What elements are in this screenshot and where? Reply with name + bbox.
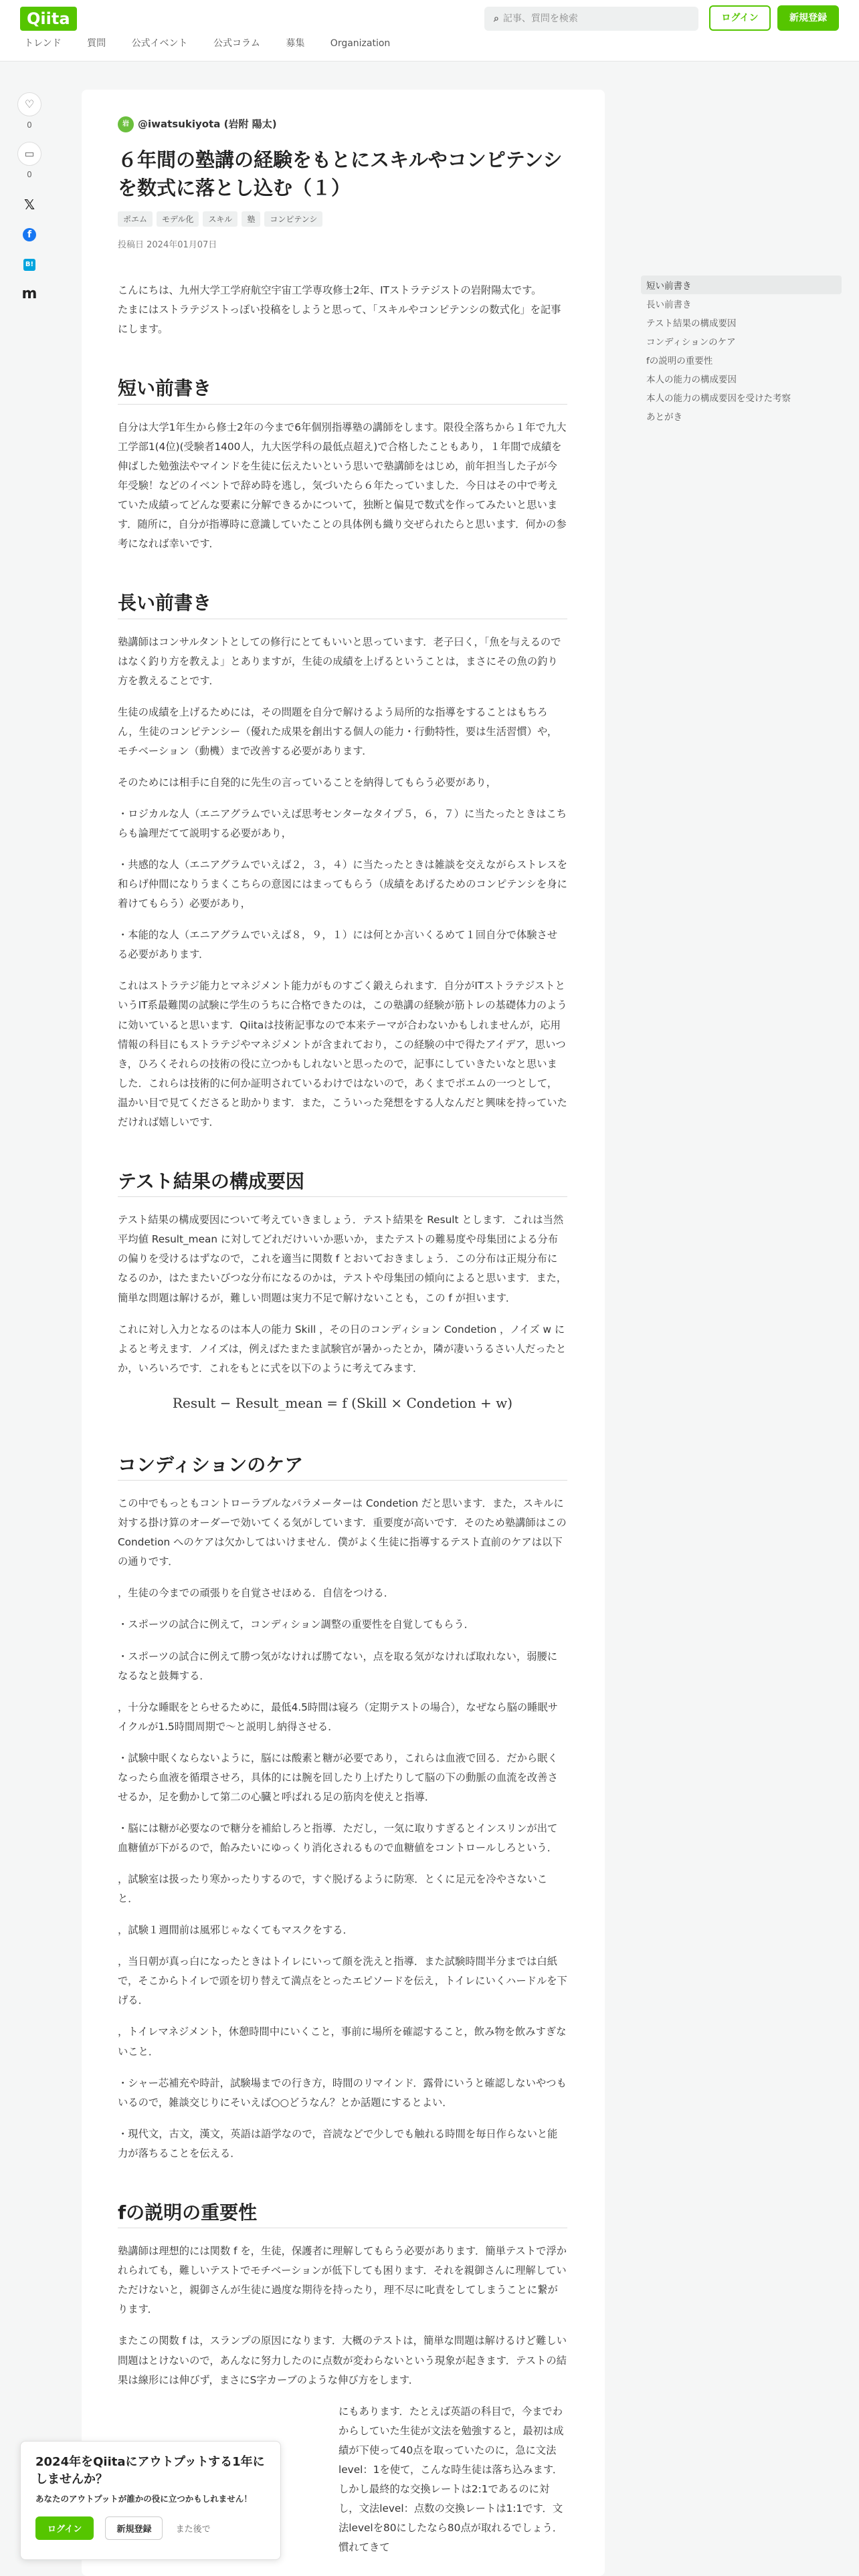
list-item: ・シャー芯補充や時計，試験場までの行き方，時間のリマインド．露骨にいうと確認しないやつもいるので，雑談交じりにそいえば○○どうなん？とか話題にするとよい． — [118, 2076, 567, 2109]
tag[interactable]: ポエム — [118, 211, 153, 227]
paragraph: ・共感的な人（エニアグラムでいえば２，３，４）に当たったときは雑談を交えながらストレスを和らげ仲間になりうまくこちらの意図にはまってもらう（成績をあげるためのコンピテンシを身に着けてもらう）必要があり， — [118, 859, 567, 910]
tag[interactable]: スキル — [203, 211, 237, 227]
list-item: ，試験室は扱ったり寒かったりするので，すぐ脱げるように防寒．とくに足元を冷やさないこと． — [118, 1873, 548, 1905]
search-placeholder: 記事、質問を検索 — [502, 13, 578, 24]
paragraph: 自分は大学1年生から修士2年の今まで6年個別指導塾の講師をします。限役全落ちから１年で九大工学部1(4位)(受験者1400人，九大医学科の最低点超え)で合格したこともあり，１年間で成績を伸ばした勉強法やマインドを生徒に伝えたいという思いで塾講師をはじめ，前年担当した子が今年受験！などのイベントで辞め時を逃し，気づいたら６年たっていました．今日はその中で考えていた成績ってどんな要素に分解できるかについて，独断と偏見で数式を作ってみたいと思います．随所に，自分が指導時に意識していたことの具体例も織り交ぜられたらと思います．何かの参考になれば幸いです． — [118, 421, 567, 550]
nav-columns[interactable]: 公式コラム — [213, 38, 260, 49]
paragraph: にもあります．たとえば英語の科目で，今までわからしていた生徒が文法を勉強すると，最初は成績が下使って40点を取っていたのに，急に文法level：1を使て，こんな時生徒は落ち込みます．しかし最終的な交換レートは2:1であるのに対し，文法level：点数の交換レートは1:1です．文法levelを80にしたなら80点が取れるでしょう．慣れてきて — [339, 2405, 564, 2554]
toc-item-ability-factors[interactable]: 本人の能力の構成要因 — [646, 374, 737, 385]
paragraph: そのためには相手に自発的に先生の言っていることを納得してもらう必要があり， — [118, 776, 496, 788]
top-bar — [0, 0, 859, 62]
like-count: 0 — [27, 120, 32, 130]
signup-promo-popup — [20, 2441, 281, 2560]
table-of-contents — [641, 276, 842, 425]
section-heading: 長い前書き — [118, 591, 567, 619]
tag[interactable]: コンピテンシ — [264, 211, 322, 227]
stock-count: 0 — [27, 170, 32, 179]
heart-icon[interactable]: ♡ — [17, 92, 41, 116]
tag[interactable]: モデル化 — [157, 211, 199, 227]
section-heading: コンディションのケア — [118, 1453, 567, 1481]
nav-questions[interactable]: 質問 — [87, 38, 106, 49]
paragraph: この中でもっともコントローラブルなパラメーターは Condetion だと思います．また，スキルに対する掛け算のオーダーで効いてくる気がしています．重要度が高いです．そのため塾講師はこの Condetion へのケアは欠かしてはいけません．僕がよく生徒に指導するテスト直前のケアは以下の通りです． — [118, 1497, 567, 1568]
login-button[interactable]: ログイン — [709, 5, 771, 31]
toc-item-afterword[interactable]: あとがき — [646, 412, 682, 423]
paragraph: これに対し入力となるのは本人の能力 Skill ，その日のコンディション Condetion ，ノイズ w によると考えます．ノイズは，例えばたまたま試験官が暑かったとか，隣が凄いうるさい人だったとか，いろいろです．これをもとに式を以下のように考えてみます． — [118, 1323, 567, 1374]
list-item: ・スポーツの試合に例えて，コンディション調整の重要性を自覚してもらう． — [118, 1618, 474, 1631]
paragraph: 塾講師はコンサルタントとしての修行にとてもいいと思っています．老子曰く，「魚を与えるのではなく釣り方を教えよ」とありますが，生徒の成績を上げるということは，まさにその魚の釣り方を教えることです． — [118, 635, 561, 687]
like-action[interactable] — [17, 92, 41, 130]
paragraph: これはストラテジ能力とマネジメント能力がものすごく鍛えられます．自分がITストラテジストというIT系最難関の試験に学生のうちに合格できたのは，この塾講の経験が筋トレの基礎体力のように効いていると思います．Qiitaは技術記事なので本来テーマが合わないかもしれませんが，応用情報の科目にもストラテジやマネジメントが含まれており，この経験の中で得たアイデア，思いつき，ひろくそれらの技術の役に立つかもしれないと思ったので，記事にしていきたいなと思いました．これらは技術的に何か証明されているわけではないので，あくまでポエムの一つとして，温かい目で見てくださると助かります．また，こういった発想をする人なんだと興味を持っていただければ嬉しいです． — [118, 980, 567, 1128]
article-body — [118, 281, 567, 2557]
section-heading: 短い前書き — [118, 377, 567, 404]
popup-title: 2024年をQiitaにアウトプットする1年にしませんか？ — [35, 2455, 265, 2487]
toc-item-ability-discussion[interactable]: 本人の能力の構成要因を受けた考察 — [646, 393, 791, 404]
list-item: ，十分な睡眠をとらせるために，最低4.5時間は寝ろ（定期テストの場合），なぜなら脳の睡眠サイクルが1.5時間周期で～と説明し納得させる． — [118, 1701, 559, 1733]
popup-subtitle: あなたのアウトプットが誰かの役に立つかもしれません！ — [35, 2494, 252, 2504]
list-item: ・試験中眠くならないように，脳には酸素と糖が必要であり，これらは血液で回る．だから眠くなったら血液を循環させろ，具体的には腕を回したり上げたりして脳の下の動脈の血流を改善させるか，足を動かして第二の心臓と呼ばれる足の筋肉を使えと指導． — [118, 1751, 558, 1803]
paragraph: ・ロジカルな人（エニアグラムでいえば思考センターなタイプ５，６，７）に当たったときはこちらも論理だてて説明する必要があり， — [118, 807, 567, 839]
list-item: ，トイレマネジメント，休憩時間中にいくこと，事前に場所を確認すること，飲み物を飲みすぎないこと． — [118, 2026, 567, 2058]
facebook-share-icon[interactable]: f — [17, 227, 41, 241]
list-item: ・脳には糖が必要なので糖分を補給しろと指導．ただし，一気に取りすぎるとインスリンが出て血糖値が下がるので，飴みたいにゆっくり消化されるもので血糖値をコントロールしろという． — [118, 1822, 558, 1854]
nav-events[interactable]: 公式イベント — [131, 38, 188, 49]
popup-signup-button[interactable]: 新規登録 — [105, 2516, 163, 2540]
popup-login-button[interactable]: ログイン — [35, 2516, 94, 2540]
article-title: ６年間の塾講の経験をもとにスキルやコンピテンシを数式に落とし込む（１） — [118, 148, 563, 200]
x-share-icon[interactable]: 𝕏 — [23, 197, 35, 213]
nav-recruit[interactable]: 募集 — [286, 38, 305, 49]
list-item: ，試験１週間前は風邪じゃなくてもマスクをする． — [118, 1924, 353, 1937]
nav-trend[interactable]: トレンド — [24, 38, 62, 49]
section-heading: fの説明の重要性 — [118, 2201, 567, 2228]
paragraph: 塾講師は理想的には関数 f を，生徒，保護者に理解してもらう必要があります．簡単テストで浮かれられても，難しいテストでモチベーションが低下しても困ります．それを親御さんに理解していただけないと，親御さんが生徒に過度な期待を持ったり，理不尽に叱責をしてしまうことに繋がります． — [118, 2245, 567, 2316]
nav-organization[interactable]: Organization — [330, 38, 391, 49]
math-formula: Result − Result_mean = f (Skill × Condetion + w) — [172, 1394, 513, 1411]
search-icon: ⌕ — [494, 13, 499, 24]
list-item: ・スポーツの試合に例えて勝つ気がなければ勝てない，点を取る気がなければ取れない，弱腰になるなと鼓舞する． — [118, 1650, 558, 1682]
paragraph: 生徒の成績を上げるためには，その問題を自分で解けるよう局所的な指導をすることはもちろん，生徒のコンピテンシー（優れた成果を創出する個人の能力・行動特性，要は生活習慣）や，モチベーション（動機）まで改善する必要があります． — [118, 706, 558, 757]
post-date: 投稿日 2024年01月07日 — [118, 240, 217, 251]
toc-item-test-factors[interactable]: テスト結果の構成要因 — [646, 318, 737, 329]
list-item: ，当日朝が真っ白になったときはトイレにいって顔を洗えと指導．また試験時間半分までは白紙で，そこからトイレで頭を切り替えて満点をとったエピソードを伝え，トイレにいくハードルを下げる． — [118, 1955, 567, 2007]
stock-icon[interactable]: ▭ — [17, 142, 41, 166]
paragraph: またこの関数 f は，スランプの原因になります．大概のテストは，簡単な問題は解けるけど難しい問題はとけないので，あんなに努力したのに点数が変わらないという現象が起きます．テストの結果は線形には伸びず，まさにS字カーブのような伸び方をします． — [118, 2335, 567, 2386]
stock-action[interactable] — [17, 142, 41, 179]
toc-item-condition-care[interactable]: コンディションのケア — [646, 337, 736, 348]
popup-later-link[interactable]: また後で — [175, 2525, 211, 2535]
author-name[interactable]: @iwatsukiyota (岩附 陽太) — [138, 118, 277, 130]
hatena-share-icon[interactable]: B! — [17, 256, 41, 271]
paragraph: ・本能的な人（エニアグラムでいえば８，９，１）には何とか言いくるめて１回自分で体験させる必要があります． — [118, 929, 558, 961]
qiita-logo[interactable]: Qiita — [20, 7, 77, 31]
toc-item-short-preface[interactable]: 短い前書き — [641, 276, 842, 294]
article-actions — [17, 92, 41, 302]
list-item: ，生徒の今までの頑張りを自覚させほめる．自信をつける． — [118, 1587, 395, 1600]
toc-item-long-preface[interactable]: 長い前書き — [646, 300, 692, 310]
author-line[interactable] — [118, 116, 567, 132]
tag-list — [118, 211, 567, 227]
search-input[interactable] — [484, 7, 698, 31]
medium-share-icon[interactable]: m — [21, 286, 37, 302]
tag[interactable]: 塾 — [242, 211, 260, 227]
signup-button[interactable]: 新規登録 — [777, 5, 839, 31]
avatar[interactable]: 岩 — [118, 116, 134, 132]
popup-buttons — [35, 2516, 266, 2540]
section-heading: テスト結果の構成要因 — [118, 1170, 567, 1197]
paragraph: テスト結果の構成要因について考えていきましょう．テスト結果を Result とします．これは当然平均値 Result_mean に対してどれだけいいか悪いか，またテストの難易度や母集団による分布の偏りを受けるはずなので，これを適当に関数 f とおいておきましょう．この分布は正規分布になるのか，はたまたいびつな分布になるのかは，テストや母集団の傾向によると思います．また，簡単な問題は解けるが，難しい問題は実力不足で解けないことも，この f が担います． — [118, 1214, 567, 1304]
paragraph: こんにちは、九州大学工学府航空宇宙工学専攻修士2年、ITストラテジストの岩附陽太です。 たまにはストラテジストっぽい投稿をしようと思って、「スキルやコンピテンシの数式化」を記事にします。 — [118, 284, 561, 336]
toc-item-f-importance[interactable]: fの説明の重要性 — [646, 356, 713, 366]
list-item: ・現代文，古文，漢文，英語は語学なので，音読などで少しでも触れる時間を毎日作らないと能力が落ちることを伝える． — [118, 2127, 558, 2159]
article-card — [82, 90, 605, 2576]
global-nav — [24, 36, 413, 49]
